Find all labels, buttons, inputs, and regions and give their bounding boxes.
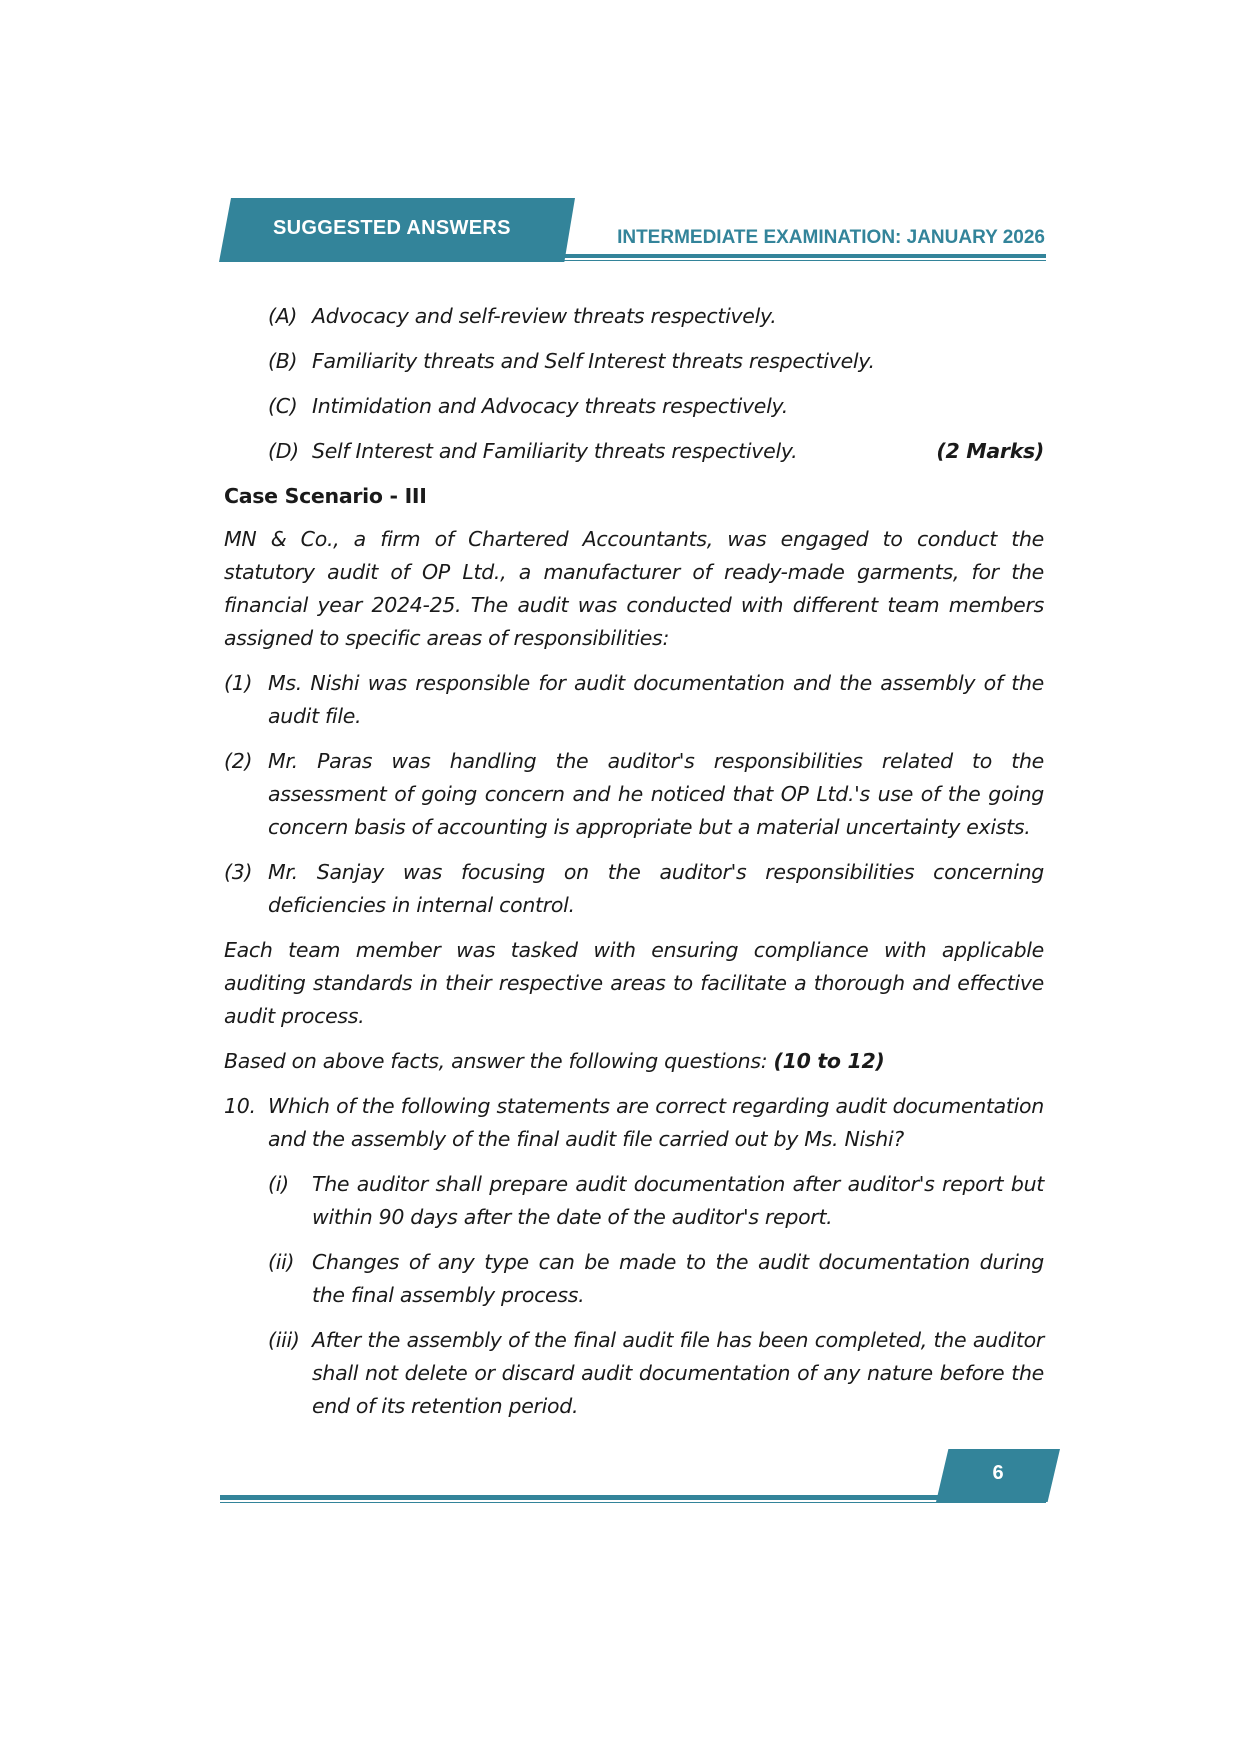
marks-label: (2 Marks): [936, 439, 1044, 463]
option-label: (C): [268, 394, 298, 418]
item-text: Mr. Paras was handling the auditor's responsibilities related to the assessment of going concern and he noticed that OP Ltd.'s use of the going concern basis of accounting is appropriate but a material uncertainty exists.: [268, 749, 1044, 839]
item-label: (3): [224, 860, 253, 884]
based-on-text: Based on above facts, answer the following questions:: [224, 1049, 768, 1073]
option-label: (A): [268, 304, 298, 328]
question-number: 10.: [224, 1094, 256, 1118]
case-scenario-title: Case Scenario - III: [224, 484, 427, 508]
item-label: (1): [224, 671, 253, 695]
statement-item: [224, 1168, 1044, 1234]
option-text: Advocacy and self-review threats respectively.: [312, 304, 777, 328]
page-content: [224, 300, 1044, 1435]
answer-option: [224, 300, 1044, 333]
item-text: Ms. Nishi was responsible for audit documentation and the assembly of the audit file.: [268, 671, 1044, 728]
option-text: Self Interest and Familiarity threats respectively.: [312, 439, 798, 463]
responsibility-item: [224, 745, 1044, 844]
statement-item: [224, 1246, 1044, 1312]
question-10: [224, 1090, 1044, 1156]
statement-text: The auditor shall prepare audit documentation after auditor's report but within 90 days after the date of the auditor's report.: [312, 1172, 1044, 1229]
case-closing: Each team member was tasked with ensuring compliance with applicable auditing standards in their respective areas to facilitate a thorough and effective audit process.: [224, 938, 1044, 1028]
question-range: (10 to 12): [773, 1049, 885, 1073]
item-text: Mr. Sanjay was focusing on the auditor's responsibilities concerning deficiencies in internal control.: [268, 860, 1044, 917]
header-rule-thin: [556, 260, 1046, 261]
option-label: (D): [268, 439, 299, 463]
answer-option: [224, 435, 1044, 468]
header-rule: [560, 254, 1046, 258]
statement-text: After the assembly of the final audit file has been completed, the auditor shall not delete or discard audit documentation of any nature before the end of its retention period.: [312, 1328, 1044, 1418]
item-label: (2): [224, 749, 253, 773]
option-text: Familiarity threats and Self Interest threats respectively.: [312, 349, 875, 373]
answer-option: [224, 345, 1044, 378]
footer-rule: [220, 1495, 1046, 1500]
header-tab-label: SUGGESTED ANSWERS: [273, 217, 511, 239]
statement-label: (i): [268, 1172, 289, 1196]
question-text: Which of the following statements are correct regarding audit documentation and the assembly of the final audit file carried out by Ms. Nishi?: [268, 1094, 1044, 1151]
responsibility-item: [224, 667, 1044, 733]
option-label: (B): [268, 349, 298, 373]
option-text: Intimidation and Advocacy threats respectively.: [312, 394, 788, 418]
case-intro: MN & Co., a firm of Chartered Accountants, was engaged to conduct the statutory audit of OP Ltd., a manufacturer of ready-made garments, for the financial year 2024-25. The audit was conducted with different team members assigned to specific areas of responsibilities:: [224, 527, 1044, 650]
statement-item: [224, 1324, 1044, 1423]
footer-rule-thin: [220, 1502, 1046, 1503]
statement-label: (ii): [268, 1250, 295, 1274]
exam-title: INTERMEDIATE EXAMINATION: JANUARY 2026: [617, 227, 1045, 248]
statement-text: Changes of any type can be made to the audit documentation during the final assembly process.: [312, 1250, 1044, 1307]
statement-label: (iii): [268, 1328, 300, 1352]
page-number: 6: [992, 1462, 1004, 1484]
responsibility-item: [224, 856, 1044, 922]
answer-option: [224, 390, 1044, 423]
based-on-line: [224, 1045, 1044, 1078]
